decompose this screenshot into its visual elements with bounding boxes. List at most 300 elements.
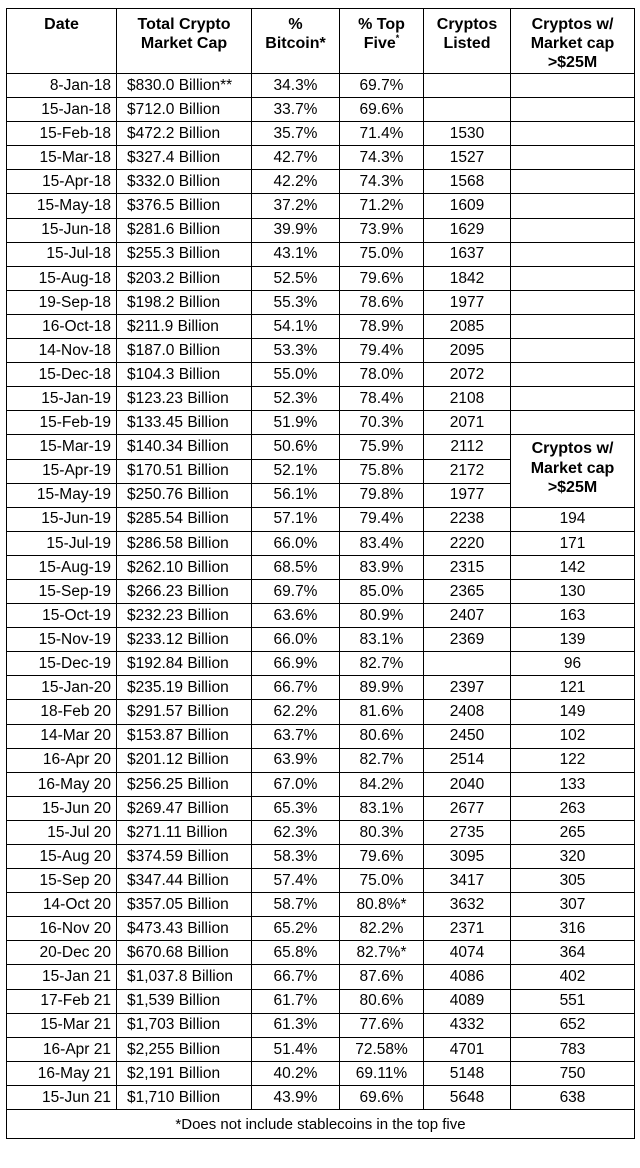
cell-date: 16-Oct-18 bbox=[7, 314, 117, 338]
cell-percent-top-five: 75.9% bbox=[340, 435, 424, 459]
cell-percent-top-five: 80.9% bbox=[340, 604, 424, 628]
cell-percent-top-five: 85.0% bbox=[340, 579, 424, 603]
cell-percent-bitcoin: 62.2% bbox=[252, 700, 340, 724]
cell-cryptos-listed: 2677 bbox=[424, 796, 511, 820]
cell-date: 15-Aug 20 bbox=[7, 845, 117, 869]
cell-cryptos-listed: 2408 bbox=[424, 700, 511, 724]
cell-cryptos-over-25m: 171 bbox=[511, 531, 635, 555]
cell-percent-top-five: 71.2% bbox=[340, 194, 424, 218]
cell-percent-top-five: 70.3% bbox=[340, 411, 424, 435]
cell-date: 15-Nov-19 bbox=[7, 628, 117, 652]
cell-percent-bitcoin: 66.0% bbox=[252, 628, 340, 652]
cell-market-cap: $271.11 Billion bbox=[117, 820, 252, 844]
cell-cryptos-over-25m: 163 bbox=[511, 604, 635, 628]
cell-cryptos-over-25m: 194 bbox=[511, 507, 635, 531]
cell-cryptos-over-25m bbox=[511, 290, 635, 314]
cell-cryptos-listed: 4332 bbox=[424, 1013, 511, 1037]
table-row bbox=[7, 1061, 635, 1085]
cell-cryptos-over-25m bbox=[511, 98, 635, 122]
table-row bbox=[7, 266, 635, 290]
cell-market-cap: $262.10 Billion bbox=[117, 555, 252, 579]
table-row bbox=[7, 339, 635, 363]
cell-cryptos-over-25m bbox=[511, 74, 635, 98]
cell-date: 15-Jan-19 bbox=[7, 387, 117, 411]
table-row bbox=[7, 1037, 635, 1061]
cell-cryptos-listed: 4086 bbox=[424, 965, 511, 989]
cell-percent-bitcoin: 56.1% bbox=[252, 483, 340, 507]
cell-market-cap: $235.19 Billion bbox=[117, 676, 252, 700]
cell-date: 15-Jul-19 bbox=[7, 531, 117, 555]
cell-cryptos-over-25m bbox=[511, 122, 635, 146]
cell-market-cap: $2,255 Billion bbox=[117, 1037, 252, 1061]
table-row bbox=[7, 652, 635, 676]
table-row bbox=[7, 555, 635, 579]
cell-market-cap: $187.0 Billion bbox=[117, 339, 252, 363]
cell-percent-bitcoin: 52.5% bbox=[252, 266, 340, 290]
cell-market-cap: $266.23 Billion bbox=[117, 579, 252, 603]
cell-cryptos-over-25m: 402 bbox=[511, 965, 635, 989]
table-row bbox=[7, 604, 635, 628]
cell-percent-top-five: 78.6% bbox=[340, 290, 424, 314]
cell-percent-top-five: 75.0% bbox=[340, 869, 424, 893]
cell-cryptos-over-25m: 133 bbox=[511, 772, 635, 796]
cell-date: 14-Mar 20 bbox=[7, 724, 117, 748]
table-row bbox=[7, 74, 635, 98]
cell-date: 15-Mar-19 bbox=[7, 435, 117, 459]
cell-date: 16-May 20 bbox=[7, 772, 117, 796]
cell-market-cap: $123.23 Billion bbox=[117, 387, 252, 411]
cell-date: 14-Oct 20 bbox=[7, 893, 117, 917]
cell-market-cap: $2,191 Billion bbox=[117, 1061, 252, 1085]
cell-cryptos-over-25m: 783 bbox=[511, 1037, 635, 1061]
cell-percent-bitcoin: 55.0% bbox=[252, 363, 340, 387]
cell-date: 15-Oct-19 bbox=[7, 604, 117, 628]
table-row bbox=[7, 507, 635, 531]
cell-market-cap: $286.58 Billion bbox=[117, 531, 252, 555]
cell-percent-top-five: 89.9% bbox=[340, 676, 424, 700]
cell-percent-bitcoin: 65.3% bbox=[252, 796, 340, 820]
cell-date: 15-Jun 20 bbox=[7, 796, 117, 820]
cell-percent-bitcoin: 62.3% bbox=[252, 820, 340, 844]
cell-date: 15-Sep-19 bbox=[7, 579, 117, 603]
cell-percent-bitcoin: 66.0% bbox=[252, 531, 340, 555]
cell-cryptos-listed: 3417 bbox=[424, 869, 511, 893]
cell-percent-top-five: 80.8%* bbox=[340, 893, 424, 917]
cell-date: 15-Sep 20 bbox=[7, 869, 117, 893]
cell-percent-top-five: 69.6% bbox=[340, 1085, 424, 1109]
cell-cryptos-listed: 2365 bbox=[424, 579, 511, 603]
cell-percent-bitcoin: 58.7% bbox=[252, 893, 340, 917]
cell-market-cap: $1,037.8 Billion bbox=[117, 965, 252, 989]
header-cryptos-over-25m: Cryptos w/ Market cap >$25M bbox=[511, 9, 635, 74]
cell-cryptos-listed: 1527 bbox=[424, 146, 511, 170]
cell-date: 15-Apr-18 bbox=[7, 170, 117, 194]
cell-date: 15-Apr-19 bbox=[7, 459, 117, 483]
cell-cryptos-over-25m: 102 bbox=[511, 724, 635, 748]
cell-percent-bitcoin: 53.3% bbox=[252, 339, 340, 363]
cell-date: 15-May-19 bbox=[7, 483, 117, 507]
cell-cryptos-over-25m: 265 bbox=[511, 820, 635, 844]
cell-market-cap: $256.25 Billion bbox=[117, 772, 252, 796]
cell-market-cap: $281.6 Billion bbox=[117, 218, 252, 242]
cell-cryptos-listed: 1842 bbox=[424, 266, 511, 290]
cell-percent-bitcoin: 63.7% bbox=[252, 724, 340, 748]
table-row bbox=[7, 194, 635, 218]
cell-date: 16-Apr 21 bbox=[7, 1037, 117, 1061]
cell-cryptos-listed: 2371 bbox=[424, 917, 511, 941]
cell-market-cap: $830.0 Billion** bbox=[117, 74, 252, 98]
cell-cryptos-over-25m: 139 bbox=[511, 628, 635, 652]
footnote: *Does not include stablecoins in the top five bbox=[7, 1110, 635, 1139]
cell-percent-bitcoin: 61.7% bbox=[252, 989, 340, 1013]
cell-percent-top-five: 79.4% bbox=[340, 339, 424, 363]
table-row bbox=[7, 363, 635, 387]
cell-cryptos-listed: 4074 bbox=[424, 941, 511, 965]
cell-market-cap: $198.2 Billion bbox=[117, 290, 252, 314]
cell-date: 15-Jan 21 bbox=[7, 965, 117, 989]
table-row bbox=[7, 748, 635, 772]
cell-market-cap: $140.34 Billion bbox=[117, 435, 252, 459]
cell-date: 15-Mar 21 bbox=[7, 1013, 117, 1037]
cell-percent-bitcoin: 50.6% bbox=[252, 435, 340, 459]
cell-cryptos-listed: 2514 bbox=[424, 748, 511, 772]
cell-cryptos-listed: 3095 bbox=[424, 845, 511, 869]
cell-percent-top-five: 83.1% bbox=[340, 796, 424, 820]
table-row bbox=[7, 242, 635, 266]
cell-market-cap: $291.57 Billion bbox=[117, 700, 252, 724]
cell-percent-top-five: 83.1% bbox=[340, 628, 424, 652]
cell-cryptos-over-25m bbox=[511, 218, 635, 242]
cell-date: 8-Jan-18 bbox=[7, 74, 117, 98]
table-row bbox=[7, 845, 635, 869]
cell-cryptos-listed: 1977 bbox=[424, 483, 511, 507]
cell-cryptos-listed: 2108 bbox=[424, 387, 511, 411]
cell-cryptos-listed: 3632 bbox=[424, 893, 511, 917]
table-row bbox=[7, 290, 635, 314]
table-row bbox=[7, 820, 635, 844]
cell-percent-bitcoin: 54.1% bbox=[252, 314, 340, 338]
cell-cryptos-over-25m: 305 bbox=[511, 869, 635, 893]
cell-market-cap: $473.43 Billion bbox=[117, 917, 252, 941]
cell-percent-top-five: 82.7%* bbox=[340, 941, 424, 965]
cell-percent-bitcoin: 43.1% bbox=[252, 242, 340, 266]
cell-market-cap: $203.2 Billion bbox=[117, 266, 252, 290]
table-row bbox=[7, 628, 635, 652]
cell-percent-bitcoin: 40.2% bbox=[252, 1061, 340, 1085]
cell-date: 16-May 21 bbox=[7, 1061, 117, 1085]
cell-percent-top-five: 77.6% bbox=[340, 1013, 424, 1037]
table-row bbox=[7, 700, 635, 724]
cell-date: 19-Sep-18 bbox=[7, 290, 117, 314]
table-row bbox=[7, 796, 635, 820]
header-percent-top-five: % Top Five* bbox=[340, 9, 424, 74]
cell-percent-bitcoin: 51.4% bbox=[252, 1037, 340, 1061]
header-total-market-cap: Total Crypto Market Cap bbox=[117, 9, 252, 74]
table-row bbox=[7, 893, 635, 917]
cell-cryptos-listed: 1637 bbox=[424, 242, 511, 266]
cell-cryptos-listed: 2085 bbox=[424, 314, 511, 338]
cell-cryptos-over-25m: 122 bbox=[511, 748, 635, 772]
cell-cryptos-over-25m bbox=[511, 411, 635, 435]
cell-cryptos-listed: 2397 bbox=[424, 676, 511, 700]
cell-market-cap: $347.44 Billion bbox=[117, 869, 252, 893]
table-row bbox=[7, 676, 635, 700]
cell-date: 15-May-18 bbox=[7, 194, 117, 218]
cell-date: 15-Aug-18 bbox=[7, 266, 117, 290]
cell-cryptos-over-25m: 316 bbox=[511, 917, 635, 941]
cell-cryptos-over-25m bbox=[511, 146, 635, 170]
cell-percent-top-five: 79.8% bbox=[340, 483, 424, 507]
cell-cryptos-over-25m bbox=[511, 266, 635, 290]
cell-percent-bitcoin: 55.3% bbox=[252, 290, 340, 314]
cell-percent-bitcoin: 66.7% bbox=[252, 965, 340, 989]
cell-cryptos-listed: 2220 bbox=[424, 531, 511, 555]
cell-percent-top-five: 83.4% bbox=[340, 531, 424, 555]
cell-cryptos-listed: 2072 bbox=[424, 363, 511, 387]
header-row bbox=[7, 9, 635, 74]
cell-percent-top-five: 87.6% bbox=[340, 965, 424, 989]
cell-cryptos-listed: 1977 bbox=[424, 290, 511, 314]
cell-percent-top-five: 81.6% bbox=[340, 700, 424, 724]
cell-cryptos-listed bbox=[424, 98, 511, 122]
cell-cryptos-listed: 2407 bbox=[424, 604, 511, 628]
cell-percent-bitcoin: 39.9% bbox=[252, 218, 340, 242]
cell-cryptos-over-25m bbox=[511, 242, 635, 266]
cell-market-cap: $712.0 Billion bbox=[117, 98, 252, 122]
cell-cryptos-over-25m: 142 bbox=[511, 555, 635, 579]
cell-cryptos-listed bbox=[424, 652, 511, 676]
cell-percent-bitcoin: 67.0% bbox=[252, 772, 340, 796]
cell-cryptos-listed: 5148 bbox=[424, 1061, 511, 1085]
table-row bbox=[7, 314, 635, 338]
cell-cryptos-listed: 1568 bbox=[424, 170, 511, 194]
cell-market-cap: $211.9 Billion bbox=[117, 314, 252, 338]
repeat-header-cryptos-over-25m: Cryptos w/ Market cap >$25M bbox=[511, 435, 635, 507]
cell-cryptos-over-25m: 551 bbox=[511, 989, 635, 1013]
cell-percent-top-five: 75.8% bbox=[340, 459, 424, 483]
cell-date: 15-Jun 21 bbox=[7, 1085, 117, 1109]
cell-market-cap: $332.0 Billion bbox=[117, 170, 252, 194]
cell-percent-bitcoin: 43.9% bbox=[252, 1085, 340, 1109]
cell-percent-bitcoin: 65.2% bbox=[252, 917, 340, 941]
cell-market-cap: $233.12 Billion bbox=[117, 628, 252, 652]
cell-cryptos-over-25m: 121 bbox=[511, 676, 635, 700]
cell-cryptos-over-25m: 263 bbox=[511, 796, 635, 820]
cell-market-cap: $133.45 Billion bbox=[117, 411, 252, 435]
cell-date: 15-Jun-18 bbox=[7, 218, 117, 242]
cell-percent-top-five: 80.3% bbox=[340, 820, 424, 844]
cell-date: 15-Jan-18 bbox=[7, 98, 117, 122]
cell-percent-top-five: 82.7% bbox=[340, 748, 424, 772]
cell-cryptos-over-25m bbox=[511, 170, 635, 194]
cell-market-cap: $376.5 Billion bbox=[117, 194, 252, 218]
cell-market-cap: $232.23 Billion bbox=[117, 604, 252, 628]
cell-percent-top-five: 69.11% bbox=[340, 1061, 424, 1085]
cell-market-cap: $192.84 Billion bbox=[117, 652, 252, 676]
cell-date: 17-Feb 21 bbox=[7, 989, 117, 1013]
table-row bbox=[7, 146, 635, 170]
cell-market-cap: $269.47 Billion bbox=[117, 796, 252, 820]
cell-cryptos-over-25m bbox=[511, 194, 635, 218]
cell-percent-bitcoin: 42.2% bbox=[252, 170, 340, 194]
cell-date: 15-Aug-19 bbox=[7, 555, 117, 579]
cell-cryptos-over-25m: 149 bbox=[511, 700, 635, 724]
cell-cryptos-listed: 2095 bbox=[424, 339, 511, 363]
cell-percent-top-five: 79.6% bbox=[340, 845, 424, 869]
cell-percent-bitcoin: 58.3% bbox=[252, 845, 340, 869]
cell-percent-top-five: 74.3% bbox=[340, 146, 424, 170]
cell-date: 15-Jul 20 bbox=[7, 820, 117, 844]
table-row bbox=[7, 218, 635, 242]
cell-market-cap: $374.59 Billion bbox=[117, 845, 252, 869]
cell-date: 15-Dec-19 bbox=[7, 652, 117, 676]
cell-percent-top-five: 78.9% bbox=[340, 314, 424, 338]
cell-percent-bitcoin: 35.7% bbox=[252, 122, 340, 146]
cell-cryptos-listed: 2450 bbox=[424, 724, 511, 748]
cell-cryptos-over-25m: 638 bbox=[511, 1085, 635, 1109]
header-date: Date bbox=[7, 9, 117, 74]
table-row bbox=[7, 772, 635, 796]
cell-percent-top-five: 74.3% bbox=[340, 170, 424, 194]
cell-market-cap: $250.76 Billion bbox=[117, 483, 252, 507]
cell-date: 14-Nov-18 bbox=[7, 339, 117, 363]
cell-cryptos-listed: 4089 bbox=[424, 989, 511, 1013]
cell-market-cap: $327.4 Billion bbox=[117, 146, 252, 170]
cell-cryptos-listed: 1629 bbox=[424, 218, 511, 242]
cell-cryptos-listed: 2172 bbox=[424, 459, 511, 483]
table-row bbox=[7, 579, 635, 603]
cell-percent-bitcoin: 34.3% bbox=[252, 74, 340, 98]
crypto-market-table bbox=[6, 8, 635, 1139]
cell-market-cap: $670.68 Billion bbox=[117, 941, 252, 965]
cell-percent-bitcoin: 66.7% bbox=[252, 676, 340, 700]
cell-market-cap: $1,703 Billion bbox=[117, 1013, 252, 1037]
cell-cryptos-over-25m: 652 bbox=[511, 1013, 635, 1037]
cell-market-cap: $255.3 Billion bbox=[117, 242, 252, 266]
cell-market-cap: $153.87 Billion bbox=[117, 724, 252, 748]
cell-percent-bitcoin: 33.7% bbox=[252, 98, 340, 122]
cell-market-cap: $170.51 Billion bbox=[117, 459, 252, 483]
cell-cryptos-over-25m bbox=[511, 339, 635, 363]
cell-cryptos-listed: 1530 bbox=[424, 122, 511, 146]
cell-date: 15-Mar-18 bbox=[7, 146, 117, 170]
cell-cryptos-listed: 1609 bbox=[424, 194, 511, 218]
table-row bbox=[7, 122, 635, 146]
table-row bbox=[7, 98, 635, 122]
cell-percent-top-five: 69.6% bbox=[340, 98, 424, 122]
cell-date: 15-Feb-18 bbox=[7, 122, 117, 146]
cell-cryptos-over-25m: 320 bbox=[511, 845, 635, 869]
cell-date: 16-Apr 20 bbox=[7, 748, 117, 772]
cell-percent-top-five: 72.58% bbox=[340, 1037, 424, 1061]
table-row bbox=[7, 869, 635, 893]
cell-cryptos-listed: 2369 bbox=[424, 628, 511, 652]
cell-cryptos-over-25m bbox=[511, 363, 635, 387]
cell-percent-bitcoin: 63.9% bbox=[252, 748, 340, 772]
table-row bbox=[7, 435, 635, 459]
cell-market-cap: $201.12 Billion bbox=[117, 748, 252, 772]
cell-cryptos-over-25m: 96 bbox=[511, 652, 635, 676]
cell-percent-top-five: 80.6% bbox=[340, 989, 424, 1013]
header-percent-bitcoin: % Bitcoin* bbox=[252, 9, 340, 74]
cell-cryptos-listed: 2071 bbox=[424, 411, 511, 435]
cell-date: 15-Feb-19 bbox=[7, 411, 117, 435]
cell-cryptos-over-25m bbox=[511, 314, 635, 338]
cell-percent-top-five: 71.4% bbox=[340, 122, 424, 146]
cell-cryptos-listed: 2112 bbox=[424, 435, 511, 459]
cell-cryptos-listed: 4701 bbox=[424, 1037, 511, 1061]
cell-market-cap: $357.05 Billion bbox=[117, 893, 252, 917]
cell-cryptos-over-25m: 307 bbox=[511, 893, 635, 917]
cell-percent-top-five: 79.6% bbox=[340, 266, 424, 290]
table-row bbox=[7, 917, 635, 941]
cell-percent-top-five: 78.4% bbox=[340, 387, 424, 411]
cell-date: 15-Jan-20 bbox=[7, 676, 117, 700]
cell-market-cap: $472.2 Billion bbox=[117, 122, 252, 146]
cell-percent-top-five: 78.0% bbox=[340, 363, 424, 387]
cell-percent-top-five: 83.9% bbox=[340, 555, 424, 579]
table-row bbox=[7, 989, 635, 1013]
cell-cryptos-listed: 2238 bbox=[424, 507, 511, 531]
cell-cryptos-over-25m: 130 bbox=[511, 579, 635, 603]
table-row bbox=[7, 1085, 635, 1109]
footnote-row bbox=[7, 1110, 635, 1139]
cell-percent-bitcoin: 66.9% bbox=[252, 652, 340, 676]
cell-market-cap: $285.54 Billion bbox=[117, 507, 252, 531]
cell-market-cap: $1,539 Billion bbox=[117, 989, 252, 1013]
cell-cryptos-listed: 2735 bbox=[424, 820, 511, 844]
cell-date: 15-Jun-19 bbox=[7, 507, 117, 531]
cell-percent-bitcoin: 69.7% bbox=[252, 579, 340, 603]
cell-cryptos-listed: 2040 bbox=[424, 772, 511, 796]
cell-percent-bitcoin: 42.7% bbox=[252, 146, 340, 170]
cell-date: 15-Dec-18 bbox=[7, 363, 117, 387]
cell-percent-bitcoin: 52.1% bbox=[252, 459, 340, 483]
cell-percent-top-five: 75.0% bbox=[340, 242, 424, 266]
cell-percent-top-five: 80.6% bbox=[340, 724, 424, 748]
cell-date: 16-Nov 20 bbox=[7, 917, 117, 941]
cell-cryptos-listed: 2315 bbox=[424, 555, 511, 579]
cell-percent-bitcoin: 51.9% bbox=[252, 411, 340, 435]
header-cryptos-listed: Cryptos Listed bbox=[424, 9, 511, 74]
cell-cryptos-over-25m: 750 bbox=[511, 1061, 635, 1085]
cell-percent-top-five: 82.7% bbox=[340, 652, 424, 676]
table-row bbox=[7, 170, 635, 194]
cell-cryptos-listed: 5648 bbox=[424, 1085, 511, 1109]
table-row bbox=[7, 965, 635, 989]
cell-cryptos-over-25m bbox=[511, 387, 635, 411]
table-row bbox=[7, 387, 635, 411]
cell-percent-bitcoin: 37.2% bbox=[252, 194, 340, 218]
cell-percent-bitcoin: 68.5% bbox=[252, 555, 340, 579]
cell-market-cap: $104.3 Billion bbox=[117, 363, 252, 387]
table-row bbox=[7, 531, 635, 555]
cell-date: 20-Dec 20 bbox=[7, 941, 117, 965]
cell-percent-top-five: 73.9% bbox=[340, 218, 424, 242]
cell-percent-bitcoin: 63.6% bbox=[252, 604, 340, 628]
table-row bbox=[7, 724, 635, 748]
cell-date: 18-Feb 20 bbox=[7, 700, 117, 724]
cell-percent-top-five: 84.2% bbox=[340, 772, 424, 796]
cell-cryptos-over-25m: 364 bbox=[511, 941, 635, 965]
table-row bbox=[7, 411, 635, 435]
cell-percent-top-five: 79.4% bbox=[340, 507, 424, 531]
cell-date: 15-Jul-18 bbox=[7, 242, 117, 266]
cell-percent-top-five: 82.2% bbox=[340, 917, 424, 941]
cell-percent-bitcoin: 61.3% bbox=[252, 1013, 340, 1037]
cell-percent-bitcoin: 57.4% bbox=[252, 869, 340, 893]
cell-percent-bitcoin: 65.8% bbox=[252, 941, 340, 965]
